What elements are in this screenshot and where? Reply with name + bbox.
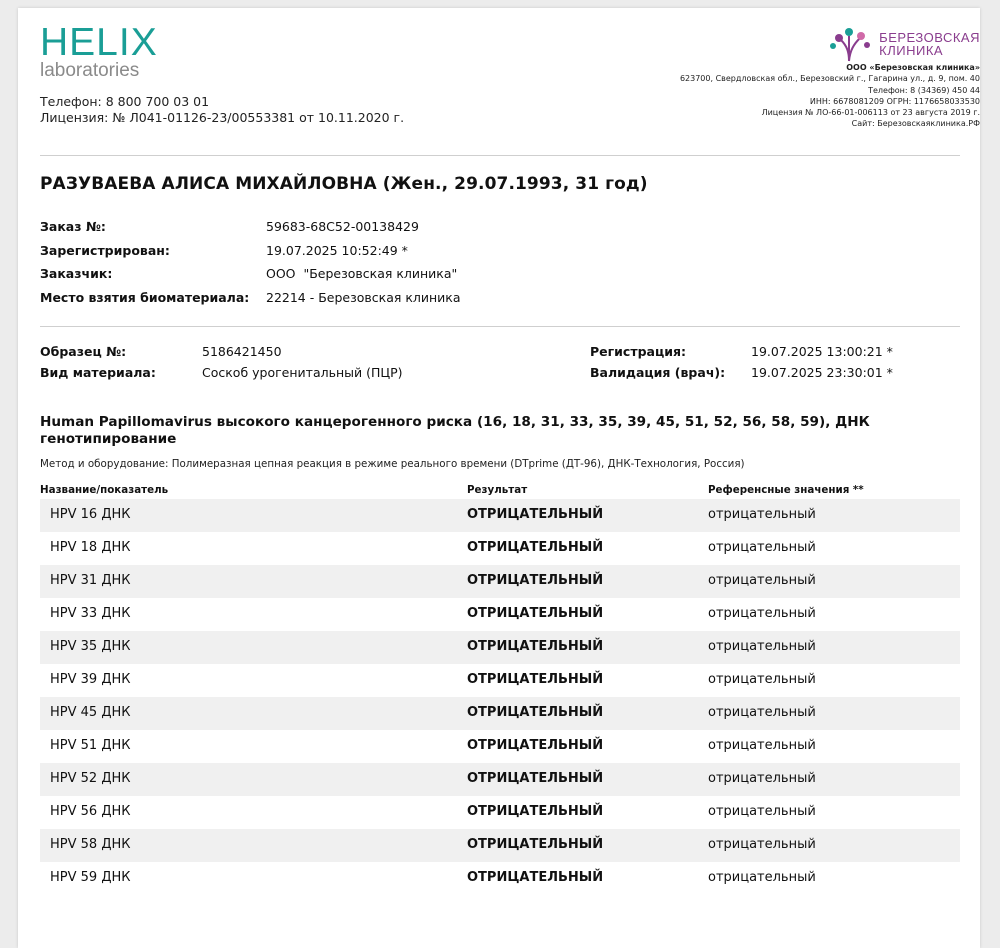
header-result: Результат [467, 484, 528, 496]
registered-label: Зарегистрирован: [40, 242, 170, 258]
clinic-block [620, 26, 980, 130]
row-result: ОТРИЦАТЕЛЬНЫЙ [467, 771, 604, 786]
row-name: HPV 51 ДНК [50, 738, 131, 753]
row-reference: отрицательный [708, 705, 816, 720]
clinic-info [620, 62, 980, 130]
clinic-logo-line2: КЛИНИКА [879, 43, 944, 58]
customer-value: ООО "Березовская клиника" [266, 266, 458, 281]
row-name: HPV 31 ДНК [50, 573, 131, 588]
helix-logo-sub: laboratories [40, 60, 140, 81]
order-info [40, 215, 461, 309]
row-result: ОТРИЦАТЕЛЬНЫЙ [467, 804, 604, 819]
row-result: ОТРИЦАТЕЛЬНЫЙ [467, 837, 604, 852]
clinic-address: 623700, Свердловская обл., Березовский г., Гагарина ул., д. 9, пом. 40 [679, 74, 980, 84]
row-result: ОТРИЦАТЕЛЬНЫЙ [467, 573, 604, 588]
divider [40, 326, 960, 327]
row-result: ОТРИЦАТЕЛЬНЫЙ [467, 606, 604, 621]
sample-number-value: 5186421450 [202, 344, 282, 359]
table-row [40, 862, 960, 895]
validation-value: 19.07.2025 23:30:01 * [751, 365, 893, 380]
collection-place-row [40, 286, 461, 310]
row-reference: отрицательный [708, 606, 816, 621]
table-row [40, 763, 960, 796]
clinic-tree-icon [827, 26, 873, 62]
table-row [40, 829, 960, 862]
material-value: Соскоб урогенитальный (ПЦР) [202, 365, 403, 380]
table-row [40, 565, 960, 598]
clinic-phone: Телефон: 8 (34369) 450 44 [868, 85, 980, 95]
lab-license: Лицензия: № Л041-01126-23/00553381 от 10.11.2020 г. [40, 110, 405, 125]
table-row [40, 631, 960, 664]
clinic-logo-text [879, 31, 980, 57]
row-result: ОТРИЦАТЕЛЬНЫЙ [467, 507, 604, 522]
sample-info-right [590, 341, 893, 383]
row-result: ОТРИЦАТЕЛЬНЫЙ [467, 639, 604, 654]
registration-label: Регистрация: [590, 344, 687, 359]
row-reference: отрицательный [708, 639, 816, 654]
collection-place-label: Место взятия биоматериала: [40, 289, 250, 305]
validation-label: Валидация (врач): [590, 365, 726, 380]
clinic-license: Лицензия № ЛО-66-01-006113 от 23 августа 2019 г. [761, 108, 980, 118]
customer-label: Заказчик: [40, 266, 113, 281]
order-number-value: 59683-68C52-00138429 [266, 219, 419, 234]
row-name: HPV 52 ДНК [50, 771, 131, 786]
helix-logo [40, 23, 158, 81]
row-reference: отрицательный [708, 507, 816, 522]
material-label: Вид материала: [40, 365, 156, 380]
customer-row [40, 262, 461, 286]
row-reference: отрицательный [708, 870, 816, 885]
divider [40, 155, 960, 156]
row-name: HPV 33 ДНК [50, 606, 131, 621]
registered-value: 19.07.2025 10:52:49 * [266, 242, 408, 258]
row-reference: отрицательный [708, 672, 816, 687]
helix-logo-main: HELIX [40, 21, 158, 64]
registered-row [40, 239, 461, 263]
lab-contacts [40, 94, 404, 126]
clinic-name: ООО «Березовская клиника» [846, 63, 980, 72]
row-reference: отрицательный [708, 771, 816, 786]
table-row [40, 532, 960, 565]
row-name: HPV 35 ДНК [50, 639, 131, 654]
row-name: HPV 58 ДНК [50, 837, 131, 852]
order-number-label: Заказ №: [40, 219, 106, 234]
clinic-logo-line1: БЕРЕЗОВСКАЯ [879, 30, 980, 45]
row-reference: отрицательный [708, 837, 816, 852]
sample-number-label: Образец №: [40, 344, 127, 359]
row-name: HPV 16 ДНК [50, 507, 131, 522]
row-result: ОТРИЦАТЕЛЬНЫЙ [467, 540, 604, 555]
patient-name: РАЗУВАЕВА АЛИСА МИХАЙЛОВНА (Жен., 29.07.1993, 31 год) [40, 174, 648, 194]
results-table-header [40, 484, 960, 498]
row-result: ОТРИЦАТЕЛЬНЫЙ [467, 738, 604, 753]
clinic-logo [620, 26, 980, 62]
table-row [40, 598, 960, 631]
registration-row [590, 341, 893, 362]
test-method: Метод и оборудование: Полимеразная цепная реакция в режиме реального времени (DTprime (ДТ-96), ДНК-Технология, Россия) [40, 458, 745, 470]
header-reference: Референсные значения ** [708, 484, 864, 496]
row-reference: отрицательный [708, 540, 816, 555]
row-result: ОТРИЦАТЕЛЬНЫЙ [467, 672, 604, 687]
results-table [40, 499, 960, 895]
validation-row [590, 362, 893, 383]
row-result: ОТРИЦАТЕЛЬНЫЙ [467, 705, 604, 720]
order-number-row [40, 215, 461, 239]
collection-place-value: 22214 - Березовская клиника [266, 289, 461, 305]
test-title: Human Papillomavirus высокого канцерогенного риска (16, 18, 31, 33, 35, 39, 45, 51, 52, 56, 58, 59), ДНК генотипирование [40, 414, 870, 447]
row-name: HPV 18 ДНК [50, 540, 131, 555]
row-name: HPV 59 ДНК [50, 870, 131, 885]
sample-number-row [40, 341, 403, 362]
row-reference: отрицательный [708, 804, 816, 819]
row-result: ОТРИЦАТЕЛЬНЫЙ [467, 870, 604, 885]
table-row [40, 664, 960, 697]
sample-info-left [40, 341, 403, 383]
lab-phone: Телефон: 8 800 700 03 01 [40, 94, 210, 109]
material-row [40, 362, 403, 383]
table-row [40, 499, 960, 532]
table-row [40, 796, 960, 829]
row-name: HPV 39 ДНК [50, 672, 131, 687]
registration-value: 19.07.2025 13:00:21 * [751, 344, 893, 359]
row-name: HPV 45 ДНК [50, 705, 131, 720]
header-name: Название/показатель [40, 484, 169, 496]
clinic-inn: ИНН: 6678081209 ОГРН: 1176658033530 [809, 96, 980, 106]
row-name: HPV 56 ДНК [50, 804, 131, 819]
clinic-site: Сайт: Березовскаяклиника.РФ [851, 119, 980, 129]
table-row [40, 697, 960, 730]
table-row [40, 730, 960, 763]
row-reference: отрицательный [708, 573, 816, 588]
row-reference: отрицательный [708, 738, 816, 753]
